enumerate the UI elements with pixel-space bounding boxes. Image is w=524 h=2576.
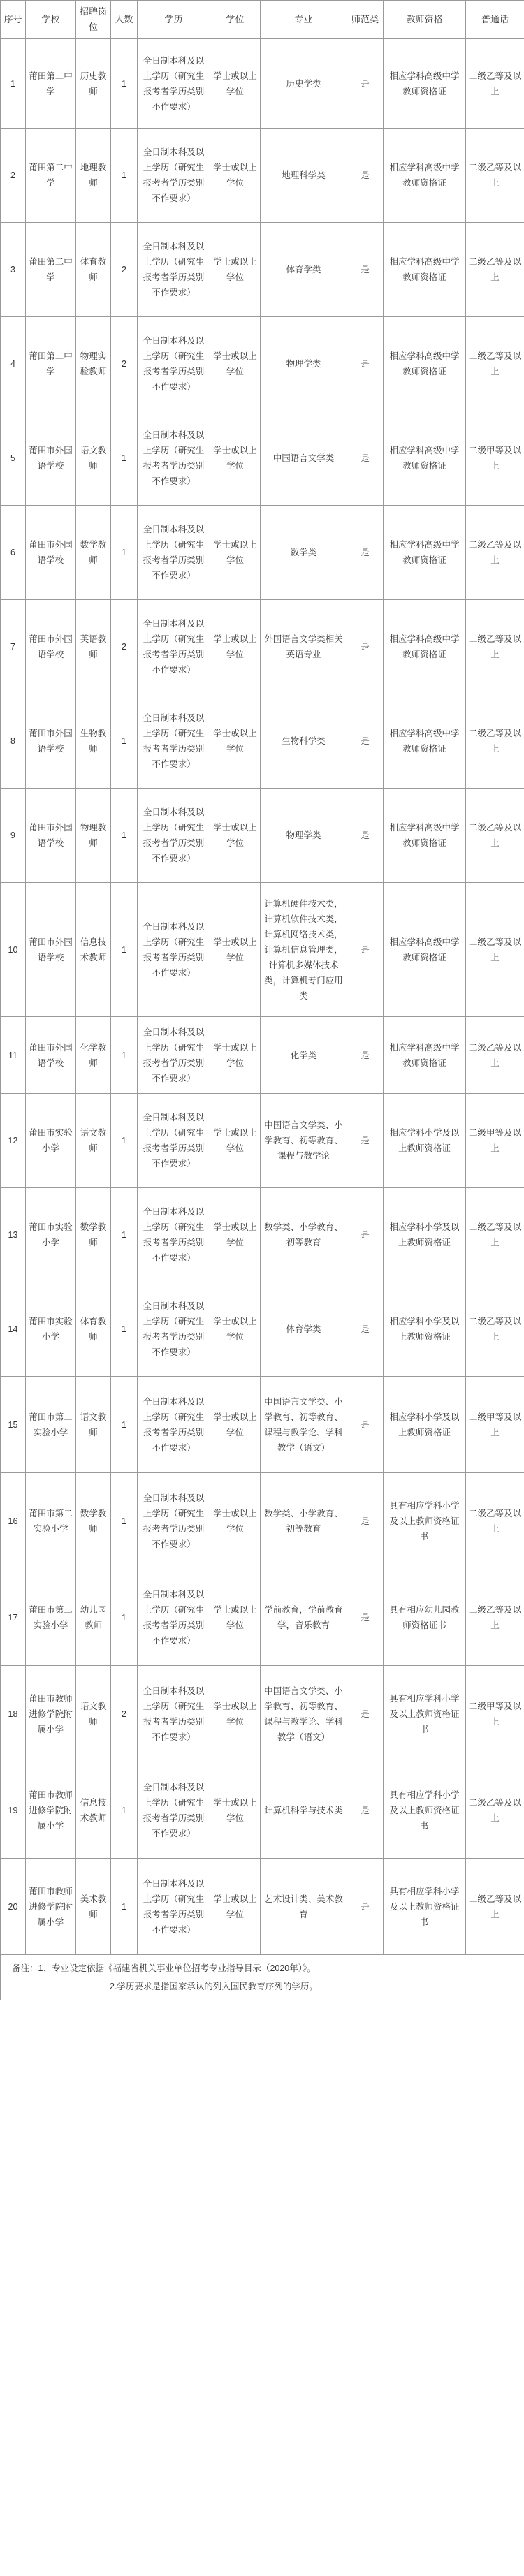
cell-post: 生物教师 (76, 694, 111, 789)
cell-school: 莆田市外国语学校 (26, 1017, 76, 1094)
cell-no: 10 (1, 883, 26, 1017)
cell-post: 体育教师 (76, 1282, 111, 1377)
table-row (1, 506, 524, 600)
cell-no: 5 (1, 411, 26, 506)
cell-mandarin: 二级乙等及以上 (466, 506, 524, 600)
cell-post: 数学教师 (76, 506, 111, 600)
cell-count: 1 (111, 1188, 138, 1282)
cell-normal: 是 (347, 506, 384, 600)
cell-degree: 学士或以上学位 (210, 1473, 261, 1569)
cell-degree: 学士或以上学位 (210, 1282, 261, 1377)
header-post: 招聘岗位 (76, 1, 111, 39)
cell-major: 数学类 (261, 506, 347, 600)
cell-school: 莆田市外国语学校 (26, 694, 76, 789)
table-row (1, 1762, 524, 1859)
cell-degree: 学士或以上学位 (210, 223, 261, 317)
cell-major: 体育学类 (261, 1282, 347, 1377)
cell-degree: 学士或以上学位 (210, 1762, 261, 1859)
cell-post: 幼儿园教师 (76, 1569, 111, 1666)
cell-cert: 相应学科高级中学教师资格证 (384, 789, 466, 883)
cell-education: 全日制本科及以上学历（研究生报考者学历类别不作要求） (138, 1762, 210, 1859)
header-count: 人数 (111, 1, 138, 39)
cell-major: 历史学类 (261, 39, 347, 129)
cell-education: 全日制本科及以上学历（研究生报考者学历类别不作要求） (138, 1473, 210, 1569)
header-degree: 学位 (210, 1, 261, 39)
cell-major: 数学类、小学教育、初等教育 (261, 1473, 347, 1569)
table-row (1, 1569, 524, 1666)
cell-post: 历史教师 (76, 39, 111, 129)
cell-degree: 学士或以上学位 (210, 1859, 261, 1955)
cell-major: 学前教育，学前教育学，音乐教育 (261, 1569, 347, 1666)
cell-cert: 具有相应幼儿园教师资格证书 (384, 1569, 466, 1666)
cell-mandarin: 二级乙等及以上 (466, 317, 524, 411)
cell-education: 全日制本科及以上学历（研究生报考者学历类别不作要求） (138, 1377, 210, 1473)
cell-post: 地理教师 (76, 129, 111, 223)
cell-major: 中国语言文学类、小学教育、初等教育、课程与教学论、学科教学（语文） (261, 1377, 347, 1473)
cell-degree: 学士或以上学位 (210, 39, 261, 129)
cell-count: 2 (111, 223, 138, 317)
table-row (1, 317, 524, 411)
cell-degree: 学士或以上学位 (210, 317, 261, 411)
cell-post: 数学教师 (76, 1473, 111, 1569)
cell-count: 1 (111, 1859, 138, 1955)
cell-normal: 是 (347, 1569, 384, 1666)
cell-normal: 是 (347, 1762, 384, 1859)
cell-count: 1 (111, 506, 138, 600)
cell-mandarin: 二级乙等及以上 (466, 129, 524, 223)
cell-school: 莆田市第二实验小学 (26, 1473, 76, 1569)
cell-major: 物理学类 (261, 317, 347, 411)
cell-degree: 学士或以上学位 (210, 506, 261, 600)
cell-education: 全日制本科及以上学历（研究生报考者学历类别不作要求） (138, 1666, 210, 1762)
header-no: 序号 (1, 1, 26, 39)
cell-no: 4 (1, 317, 26, 411)
cell-education: 全日制本科及以上学历（研究生报考者学历类别不作要求） (138, 1859, 210, 1955)
cell-cert: 相应学科小学及以上教师资格证 (384, 1377, 466, 1473)
cell-education: 全日制本科及以上学历（研究生报考者学历类别不作要求） (138, 694, 210, 789)
cell-education: 全日制本科及以上学历（研究生报考者学历类别不作要求） (138, 1569, 210, 1666)
table-row (1, 789, 524, 883)
cell-normal: 是 (347, 39, 384, 129)
cell-degree: 学士或以上学位 (210, 1377, 261, 1473)
cell-major: 中国语言文学类、小学教育、初等教育、课程与教学论、学科教学（语文） (261, 1666, 347, 1762)
cell-cert: 具有相应学科小学及以上教师资格证书 (384, 1666, 466, 1762)
cell-normal: 是 (347, 1094, 384, 1188)
header-education: 学历 (138, 1, 210, 39)
cell-post: 语文教师 (76, 1666, 111, 1762)
cell-education: 全日制本科及以上学历（研究生报考者学历类别不作要求） (138, 600, 210, 694)
cell-major: 化学类 (261, 1017, 347, 1094)
cell-mandarin: 二级乙等及以上 (466, 1017, 524, 1094)
cell-cert: 相应学科高级中学教师资格证 (384, 506, 466, 600)
cell-degree: 学士或以上学位 (210, 1666, 261, 1762)
cell-mandarin: 二级乙等及以上 (466, 1473, 524, 1569)
note-line-2: 2.学历要求是指国家承认的列入国民教育序列的学历。 (110, 1982, 318, 1991)
notes-cell (1, 1955, 524, 2000)
table-header-row (1, 1, 524, 39)
cell-no: 3 (1, 223, 26, 317)
cell-count: 1 (111, 1473, 138, 1569)
cell-major: 地理科学类 (261, 129, 347, 223)
cell-no: 2 (1, 129, 26, 223)
cell-count: 2 (111, 600, 138, 694)
cell-education: 全日制本科及以上学历（研究生报考者学历类别不作要求） (138, 883, 210, 1017)
cell-education: 全日制本科及以上学历（研究生报考者学历类别不作要求） (138, 223, 210, 317)
cell-post: 化学教师 (76, 1017, 111, 1094)
cell-education: 全日制本科及以上学历（研究生报考者学历类别不作要求） (138, 506, 210, 600)
cell-school: 莆田市外国语学校 (26, 411, 76, 506)
cell-count: 1 (111, 883, 138, 1017)
cell-count: 2 (111, 317, 138, 411)
cell-degree: 学士或以上学位 (210, 694, 261, 789)
cell-no: 1 (1, 39, 26, 129)
cell-count: 1 (111, 1094, 138, 1188)
cell-count: 1 (111, 1377, 138, 1473)
cell-cert: 相应学科小学及以上教师资格证 (384, 1094, 466, 1188)
cell-no: 12 (1, 1094, 26, 1188)
cell-education: 全日制本科及以上学历（研究生报考者学历类别不作要求） (138, 1282, 210, 1377)
cell-post: 语文教师 (76, 1094, 111, 1188)
cell-normal: 是 (347, 129, 384, 223)
table-row (1, 1094, 524, 1188)
cell-major: 艺术设计类、美术教育 (261, 1859, 347, 1955)
cell-school: 莆田市外国语学校 (26, 789, 76, 883)
cell-cert: 相应学科高级中学教师资格证 (384, 883, 466, 1017)
cell-mandarin: 二级乙等及以上 (466, 39, 524, 129)
cell-school: 莆田市外国语学校 (26, 506, 76, 600)
cell-major: 计算机硬件技术类，计算机软件技术类，计算机网络技术类，计算机信息管理类，计算机多媒体技术类，计算机专门应用类 (261, 883, 347, 1017)
cell-school: 莆田市第二实验小学 (26, 1569, 76, 1666)
table-row (1, 1017, 524, 1094)
cell-no: 14 (1, 1282, 26, 1377)
table-row (1, 883, 524, 1017)
cell-normal: 是 (347, 1377, 384, 1473)
cell-school: 莆田市外国语学校 (26, 883, 76, 1017)
cell-count: 1 (111, 129, 138, 223)
cell-normal: 是 (347, 223, 384, 317)
cell-mandarin: 二级乙等及以上 (466, 1282, 524, 1377)
cell-school: 莆田第二中学 (26, 223, 76, 317)
table-row (1, 39, 524, 129)
cell-count: 1 (111, 694, 138, 789)
cell-mandarin: 二级甲等及以上 (466, 1094, 524, 1188)
header-normal: 师范类 (347, 1, 384, 39)
cell-mandarin: 二级甲等及以上 (466, 1666, 524, 1762)
header-mandarin: 普通话 (466, 1, 524, 39)
cell-cert: 相应学科高级中学教师资格证 (384, 223, 466, 317)
cell-post: 美术教师 (76, 1859, 111, 1955)
cell-mandarin: 二级乙等及以上 (466, 1569, 524, 1666)
cell-no: 20 (1, 1859, 26, 1955)
cell-post: 语文教师 (76, 411, 111, 506)
header-major: 专业 (261, 1, 347, 39)
cell-post: 语文教师 (76, 1377, 111, 1473)
cell-no: 16 (1, 1473, 26, 1569)
cell-mandarin: 二级乙等及以上 (466, 1762, 524, 1859)
table-row (1, 129, 524, 223)
cell-mandarin: 二级乙等及以上 (466, 1859, 524, 1955)
table-row (1, 1282, 524, 1377)
cell-post: 信息技术教师 (76, 883, 111, 1017)
cell-education: 全日制本科及以上学历（研究生报考者学历类别不作要求） (138, 411, 210, 506)
cell-mandarin: 二级乙等及以上 (466, 600, 524, 694)
cell-major: 生物科学类 (261, 694, 347, 789)
header-school: 学校 (26, 1, 76, 39)
cell-school: 莆田市第二实验小学 (26, 1377, 76, 1473)
cell-normal: 是 (347, 1473, 384, 1569)
cell-count: 1 (111, 1569, 138, 1666)
cell-education: 全日制本科及以上学历（研究生报考者学历类别不作要求） (138, 789, 210, 883)
cell-cert: 相应学科高级中学教师资格证 (384, 600, 466, 694)
cell-cert: 具有相应学科小学及以上教师资格证书 (384, 1859, 466, 1955)
cell-cert: 相应学科高级中学教师资格证 (384, 129, 466, 223)
table-row (1, 1859, 524, 1955)
cell-education: 全日制本科及以上学历（研究生报考者学历类别不作要求） (138, 39, 210, 129)
table-row (1, 1473, 524, 1569)
cell-school: 莆田市实验小学 (26, 1188, 76, 1282)
cell-education: 全日制本科及以上学历（研究生报考者学历类别不作要求） (138, 1094, 210, 1188)
cell-degree: 学士或以上学位 (210, 411, 261, 506)
table-row (1, 1188, 524, 1282)
note-line-1: 备注：1、专业设定依据《福建省机关事业单位招考专业指导目录（2020年）》。 (12, 1963, 316, 1973)
cell-normal: 是 (347, 317, 384, 411)
cell-count: 1 (111, 39, 138, 129)
cell-degree: 学士或以上学位 (210, 883, 261, 1017)
cell-normal: 是 (347, 694, 384, 789)
header-cert: 教师资格 (384, 1, 466, 39)
cell-mandarin: 二级乙等及以上 (466, 1188, 524, 1282)
cell-mandarin: 二级乙等及以上 (466, 883, 524, 1017)
cell-mandarin: 二级乙等及以上 (466, 223, 524, 317)
cell-education: 全日制本科及以上学历（研究生报考者学历类别不作要求） (138, 129, 210, 223)
cell-post: 体育教师 (76, 223, 111, 317)
table-row (1, 694, 524, 789)
cell-no: 18 (1, 1666, 26, 1762)
cell-post: 物理教师 (76, 789, 111, 883)
cell-school: 莆田市教师进修学院附属小学 (26, 1666, 76, 1762)
cell-post: 物理实验教师 (76, 317, 111, 411)
cell-normal: 是 (347, 1666, 384, 1762)
cell-school: 莆田第二中学 (26, 317, 76, 411)
cell-normal: 是 (347, 1282, 384, 1377)
cell-mandarin: 二级乙等及以上 (466, 789, 524, 883)
cell-count: 1 (111, 1762, 138, 1859)
cell-count: 1 (111, 789, 138, 883)
cell-normal: 是 (347, 883, 384, 1017)
cell-no: 9 (1, 789, 26, 883)
cell-count: 1 (111, 1017, 138, 1094)
cell-normal: 是 (347, 789, 384, 883)
cell-cert: 相应学科高级中学教师资格证 (384, 411, 466, 506)
cell-cert: 相应学科高级中学教师资格证 (384, 317, 466, 411)
cell-post: 信息技术教师 (76, 1762, 111, 1859)
cell-cert: 相应学科高级中学教师资格证 (384, 1017, 466, 1094)
cell-normal: 是 (347, 411, 384, 506)
cell-major: 中国语言文学类、小学教育、初等教育、课程与教学论 (261, 1094, 347, 1188)
cell-no: 17 (1, 1569, 26, 1666)
cell-mandarin: 二级甲等及以上 (466, 1377, 524, 1473)
cell-cert: 具有相应学科小学及以上教师资格证书 (384, 1762, 466, 1859)
table-row (1, 600, 524, 694)
cell-degree: 学士或以上学位 (210, 1094, 261, 1188)
cell-cert: 相应学科小学及以上教师资格证 (384, 1282, 466, 1377)
cell-post: 数学教师 (76, 1188, 111, 1282)
cell-mandarin: 二级乙等及以上 (466, 694, 524, 789)
cell-cert: 相应学科小学及以上教师资格证 (384, 1188, 466, 1282)
table-row (1, 411, 524, 506)
cell-cert: 相应学科高级中学教师资格证 (384, 694, 466, 789)
cell-degree: 学士或以上学位 (210, 1188, 261, 1282)
cell-major: 数学类、小学教育、初等教育 (261, 1188, 347, 1282)
cell-degree: 学士或以上学位 (210, 1569, 261, 1666)
cell-no: 13 (1, 1188, 26, 1282)
notes-row (1, 1955, 524, 2000)
cell-degree: 学士或以上学位 (210, 600, 261, 694)
cell-school: 莆田市实验小学 (26, 1094, 76, 1188)
cell-no: 19 (1, 1762, 26, 1859)
cell-count: 1 (111, 1282, 138, 1377)
cell-no: 8 (1, 694, 26, 789)
cell-major: 中国语言文学类 (261, 411, 347, 506)
cell-education: 全日制本科及以上学历（研究生报考者学历类别不作要求） (138, 1017, 210, 1094)
cell-post: 英语教师 (76, 600, 111, 694)
cell-count: 1 (111, 411, 138, 506)
cell-school: 莆田市教师进修学院附属小学 (26, 1859, 76, 1955)
table-row (1, 223, 524, 317)
cell-school: 莆田第二中学 (26, 39, 76, 129)
cell-count: 2 (111, 1666, 138, 1762)
cell-normal: 是 (347, 600, 384, 694)
cell-degree: 学士或以上学位 (210, 1017, 261, 1094)
cell-school: 莆田第二中学 (26, 129, 76, 223)
cell-school: 莆田市实验小学 (26, 1282, 76, 1377)
cell-education: 全日制本科及以上学历（研究生报考者学历类别不作要求） (138, 1188, 210, 1282)
cell-education: 全日制本科及以上学历（研究生报考者学历类别不作要求） (138, 317, 210, 411)
cell-major: 计算机科学与技术类 (261, 1762, 347, 1859)
cell-no: 7 (1, 600, 26, 694)
cell-normal: 是 (347, 1188, 384, 1282)
cell-mandarin: 二级甲等及以上 (466, 411, 524, 506)
cell-major: 外国语言文学类相关英语专业 (261, 600, 347, 694)
cell-cert: 相应学科高级中学教师资格证 (384, 39, 466, 129)
cell-major: 物理学类 (261, 789, 347, 883)
cell-no: 6 (1, 506, 26, 600)
cell-no: 11 (1, 1017, 26, 1094)
cell-degree: 学士或以上学位 (210, 129, 261, 223)
cell-major: 体育学类 (261, 223, 347, 317)
cell-normal: 是 (347, 1017, 384, 1094)
cell-normal: 是 (347, 1859, 384, 1955)
cell-school: 莆田市教师进修学院附属小学 (26, 1762, 76, 1859)
cell-no: 15 (1, 1377, 26, 1473)
cell-cert: 具有相应学科小学及以上教师资格证书 (384, 1473, 466, 1569)
table-row (1, 1377, 524, 1473)
cell-school: 莆田市外国语学校 (26, 600, 76, 694)
cell-degree: 学士或以上学位 (210, 789, 261, 883)
table-row (1, 1666, 524, 1762)
